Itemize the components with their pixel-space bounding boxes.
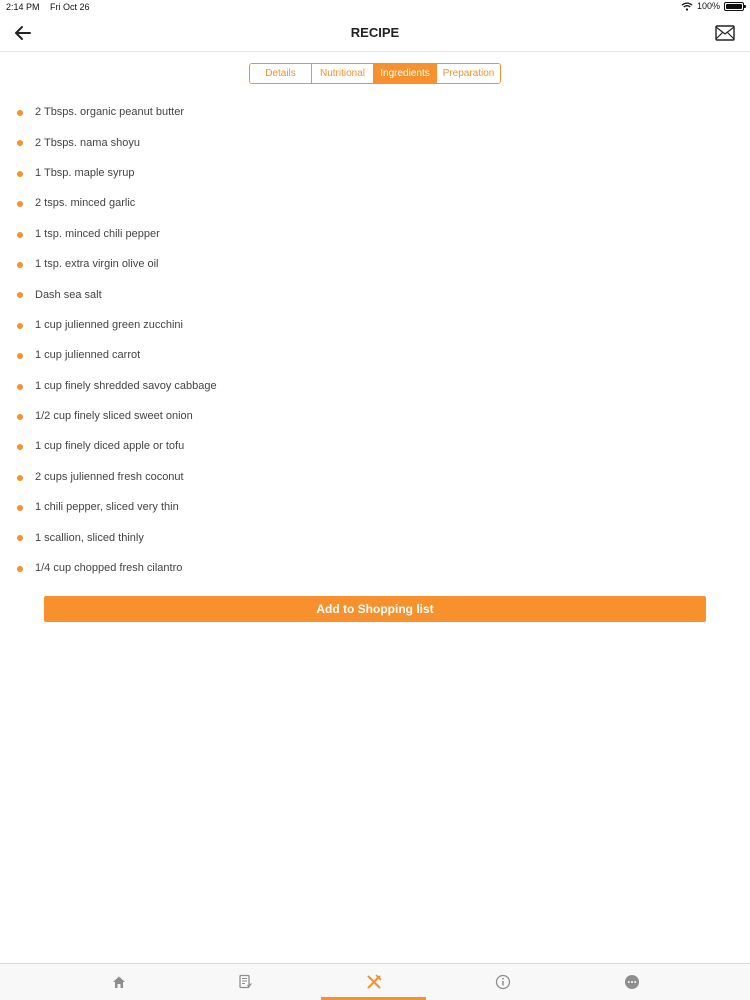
bullet-icon xyxy=(17,292,23,298)
tab-info[interactable] xyxy=(450,964,556,1000)
ingredient-text: 1/2 cup finely sliced sweet onion xyxy=(35,410,193,423)
status-time: 2:14 PM xyxy=(6,2,40,12)
utensils-icon xyxy=(366,974,382,990)
tab-details[interactable]: Details xyxy=(250,64,312,83)
ingredient-text: 2 Tbsps. nama shoyu xyxy=(35,136,140,149)
ingredient-text: 2 cups julienned fresh coconut xyxy=(35,470,184,483)
info-icon xyxy=(495,974,511,990)
ingredient-text: 1 tsp. extra virgin olive oil xyxy=(35,258,159,271)
tab-shopping-list[interactable] xyxy=(192,964,298,1000)
status-bar xyxy=(0,0,750,14)
battery-icon xyxy=(724,2,744,11)
bullet-icon xyxy=(17,171,23,177)
wifi-icon xyxy=(681,2,693,11)
tab-preparation[interactable]: Preparation xyxy=(437,64,500,83)
ingredient-text: 1 cup finely shredded savoy cabbage xyxy=(35,379,217,392)
ingredient-item xyxy=(0,127,750,157)
ingredient-text: 1 cup julienned green zucchini xyxy=(35,318,183,331)
bullet-icon xyxy=(17,323,23,329)
add-to-shopping-list-button[interactable]: Add to Shopping list xyxy=(44,596,706,622)
ingredient-item xyxy=(0,310,750,340)
status-left xyxy=(6,2,98,12)
ingredient-text: Dash sea salt xyxy=(35,288,102,301)
status-right xyxy=(681,1,744,11)
bullet-icon xyxy=(17,566,23,572)
ingredient-item xyxy=(0,462,750,492)
shopping-list-icon xyxy=(237,974,253,990)
bullet-icon xyxy=(17,444,23,450)
ingredient-text: 2 Tbsps. organic peanut butter xyxy=(35,106,185,119)
ingredient-text: 1 chili pepper, sliced very thin xyxy=(35,501,179,514)
ingredient-text: 2 tsps. minced garlic xyxy=(35,197,136,210)
ingredient-item xyxy=(0,97,750,127)
ingredient-item xyxy=(0,553,750,583)
bullet-icon xyxy=(17,201,23,207)
bullet-icon xyxy=(17,353,23,359)
ingredient-item xyxy=(0,340,750,370)
more-icon xyxy=(624,974,640,990)
ingredient-text: 1 scallion, sliced thinly xyxy=(35,531,144,544)
ingredient-item xyxy=(0,188,750,218)
ingredient-item xyxy=(0,279,750,309)
tab-recipes[interactable] xyxy=(321,964,427,1000)
ingredient-item xyxy=(0,158,750,188)
ingredient-text: 1/4 cup chopped fresh cilantro xyxy=(35,562,183,575)
ingredient-text: 1 Tbsp. maple syrup xyxy=(35,166,135,179)
ingredient-item xyxy=(0,219,750,249)
status-date: Fri Oct 26 xyxy=(50,2,90,12)
envelope-icon xyxy=(714,23,736,43)
ingredient-text: 1 cup finely diced apple or tofu xyxy=(35,440,185,453)
ingredient-item xyxy=(0,249,750,279)
ingredient-item xyxy=(0,401,750,431)
bullet-icon xyxy=(17,384,23,390)
ingredient-list xyxy=(0,97,750,583)
bullet-icon xyxy=(17,505,23,511)
tab-more[interactable] xyxy=(579,964,685,1000)
battery-percent: 100% xyxy=(696,1,720,11)
email-button[interactable] xyxy=(714,23,736,43)
ingredient-text: 1 cup julienned carrot xyxy=(35,349,141,362)
bullet-icon xyxy=(17,414,23,420)
page-title: RECIPE xyxy=(350,25,400,40)
bottom-tab-bar xyxy=(0,963,750,1000)
navigation-bar xyxy=(0,14,750,52)
tab-nutritional[interactable]: Nutritional xyxy=(312,64,374,83)
recipe-tabs xyxy=(249,63,501,84)
bullet-icon xyxy=(17,232,23,238)
ingredient-text: 1 tsp. minced chili pepper xyxy=(35,227,160,240)
home-icon xyxy=(111,974,127,990)
tab-ingredients[interactable]: Ingredients xyxy=(374,64,437,83)
bullet-icon xyxy=(17,110,23,116)
bullet-icon xyxy=(17,535,23,541)
ingredient-item xyxy=(0,492,750,522)
bullet-icon xyxy=(17,262,23,268)
ingredient-item xyxy=(0,371,750,401)
ingredient-item xyxy=(0,431,750,461)
ingredient-item xyxy=(0,522,750,552)
bullet-icon xyxy=(17,140,23,146)
tab-home[interactable] xyxy=(66,964,172,1000)
bullet-icon xyxy=(17,475,23,481)
